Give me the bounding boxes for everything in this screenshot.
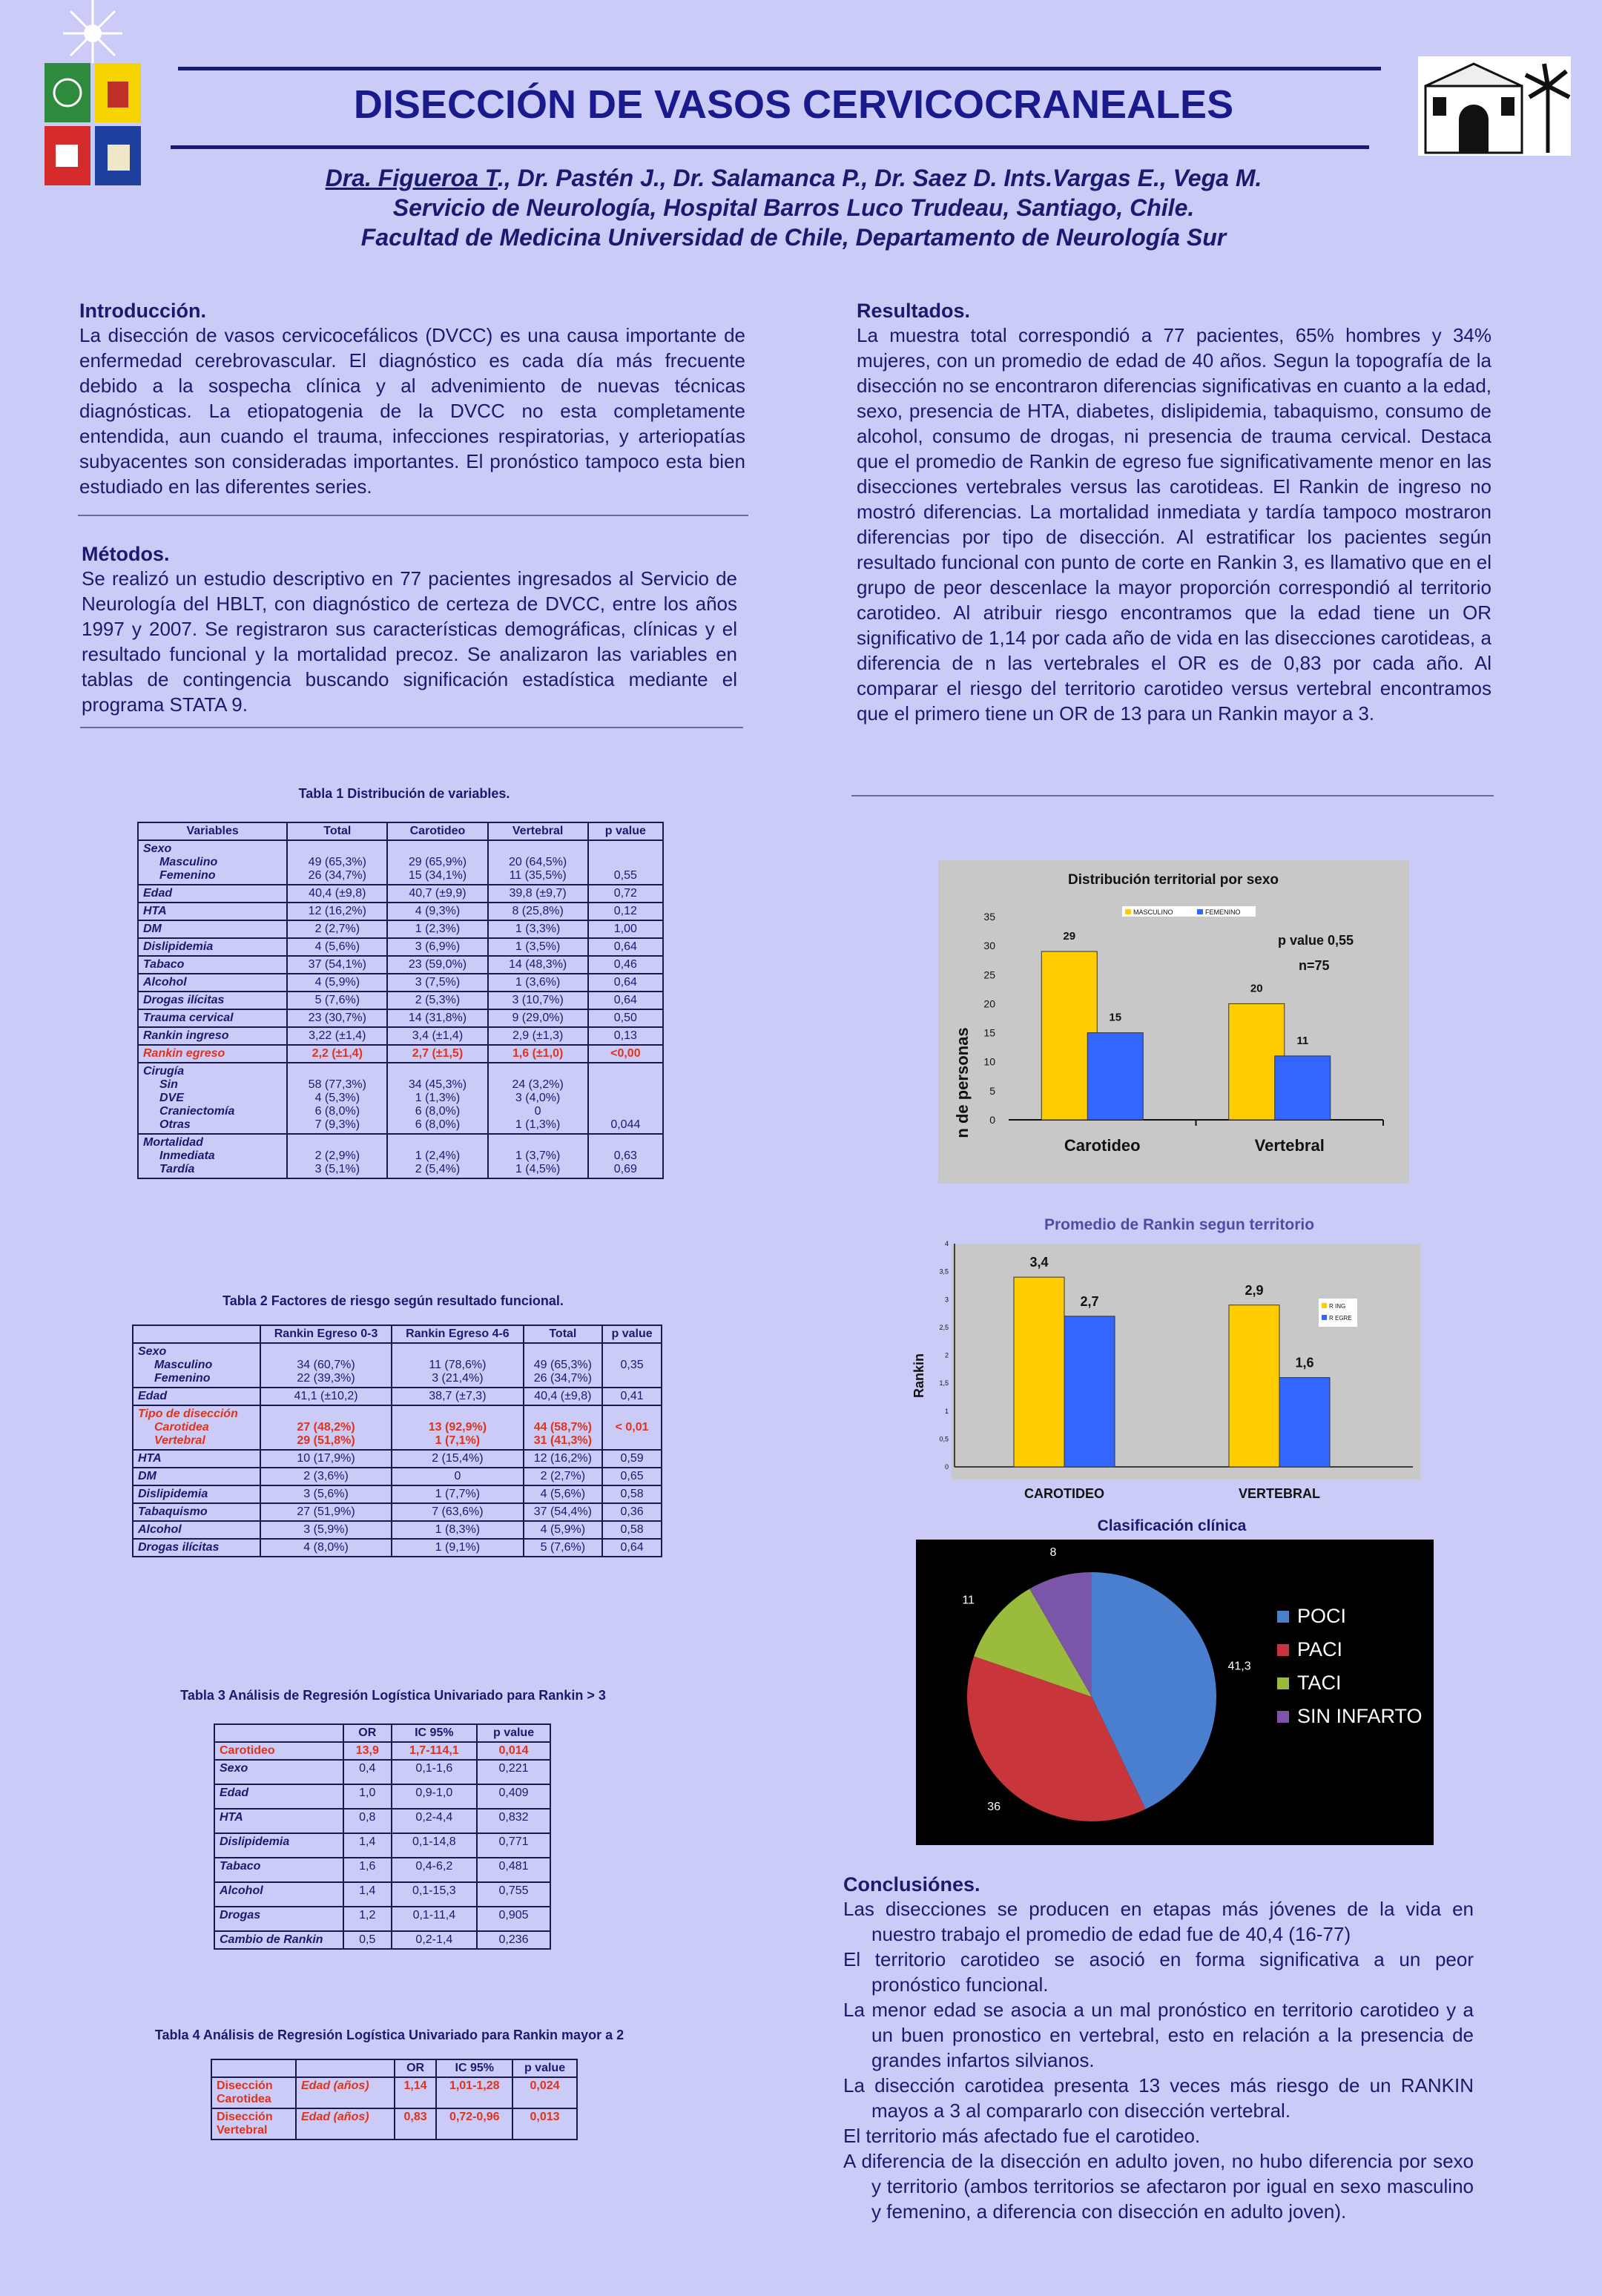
legend-femenino: FEMENINO [1205,908,1241,916]
bar-value-label: 3,4 [1029,1255,1049,1270]
divider [851,795,1494,796]
y-tick-label: 5 [989,1084,995,1097]
y-tick-label: 1 [944,1407,949,1415]
conclusion-item: El territorio carotideo se asoció en forma significativa a un peor pronóstico funcional. [843,1948,1474,1996]
legend-label: TACI [1297,1672,1342,1694]
legend-masculino: MASCULINO [1133,908,1173,916]
title-rule-bottom [171,145,1369,149]
y-tick-label: 2 [944,1351,949,1359]
table-row: Rankin ingreso 3,22 (±1,4) 3,4 (±1,4) 2,9 (±1,3) 0,13 [138,1027,663,1045]
table-row: HTA 0,8 0,2-4,4 0,832 [214,1809,550,1833]
results-heading: Resultados. [857,300,971,322]
legend-swatch-femenino [1197,909,1203,914]
conclusion-item: A diferencia de la disección en adulto joven, no hubo diferencia por sexo y territorio (ambos territorios se afectaron por igual en sexo masculino y femenino, a diferencia con disección en adulto joven). [843,2150,1474,2223]
chart1-title: Distribución territorial por sexo [1068,872,1279,888]
table-row: Sexo 0,4 0,1-1,6 0,221 [214,1760,550,1784]
title-rule-top [178,67,1381,70]
bar-femenino [1087,1033,1143,1120]
results-text: La muestra total correspondió a 77 pacientes, 65% hombres y 34% mujeres, con un promedio de edad de 40 años. Segun la topografía de la disección no se encontraron diferencias significativas en cuanto a la edad, sexo, presencia de HTA, diabetes, dislipidemia, tabaquismo, consumo de alcohol, consumo de drogas, ni presencia de trauma cervical. Destaca que el promedio de Rankin de egreso fue significativamente menor en las disecciones vertebrales versus las carotideas. El Rankin de ingreso no mostró diferencias. La mortalidad inmediata y tardía tampoco mostraron diferencias por tipo de disección. Al estratificar los pacientes según resultado funcional con punto de corte en Rankin 3, es llamativo que en el grupo de peor descenlace la mayor proporción correspondió al territorio carotideo. Al atribuir riesgo encontramos que la edad tiene un OR significativo de 1,14 por cada año de vida en las disecciones carotideas, a diferencia de n las vertebrales el OR es de 0,83 por cada año. Al comparar el riesgo del territorio carotideo versus vertebral encontramos que el primero tiene un OR de 13 para un Rankin mayor a 3. [857,324,1491,725]
divider [80,727,743,728]
divider [78,515,748,516]
conclusions-heading: Conclusiónes. [843,1873,980,1896]
first-author: Dra. Figueroa T [325,165,498,191]
bar-r-egre [1064,1316,1115,1467]
table-row-highlight: Rankin egreso 2,2 (±1,4) 2,7 (±1,5) 1,6 (±1,0) <0,00 [138,1045,663,1063]
conclusion-item: El territorio más afectado fue el carotideo. [843,2125,1201,2147]
y-tick-label: 2,5 [939,1323,949,1331]
legend-label: SIN INFARTO [1297,1705,1423,1727]
poster-title: DISECCIÓN DE VASOS CERVICOCRANEALES [353,82,1234,127]
chart1-ylabel: n de personas [953,1027,972,1138]
table-row [138,840,663,885]
table-row: DM 2 (2,7%) 1 (2,3%) 1 (3,3%) 1,00 [138,920,663,938]
table4-caption: Tabla 4 Análisis de Regresión Logística Univariado para Rankin mayor a 2 [154,2028,624,2042]
y-tick-label: 20 [983,997,995,1010]
table1-caption: Tabla 1 Distribución de variables. [298,786,510,801]
legend-swatch [1277,1611,1289,1623]
bar-value-label: 11 [1296,1034,1309,1047]
legend-r-egre: R EGRE [1329,1315,1352,1322]
y-tick-label: 30 [983,940,995,952]
table-row: Sexo Masculino Femenino 34 (60,7%) 22 (39,3%) 11 (78,6%) 3 (21,4%) 49 (65,3%) 26 (34,7%) 0,35 [133,1343,662,1388]
table-row: Trauma cervical 23 (30,7%) 14 (31,8%) 9 (29,0%) 0,50 [138,1009,663,1027]
legend-swatch [1277,1678,1289,1689]
x-tick-label: VERTEBRAL [1238,1486,1321,1501]
results-section [857,300,1491,726]
conclusions-list [843,1896,1474,2224]
chart3-svg [916,1540,1434,1845]
y-tick-label: 0,5 [939,1435,949,1443]
table-row: Mortalidad Inmediata Tardía 2 (2,9%) 3 (5,1%) 1 (2,4%) 2 (5,4%) 1 (3,7%) 1 (4,5%) 0,63 0,69 [138,1134,663,1178]
chart2-legend [1319,1299,1357,1327]
y-tick-label: 1,5 [939,1379,949,1388]
column-header: Carotideo [387,822,487,840]
table2-caption: Tabla 2 Factores de riesgo según resultado funcional. [222,1293,564,1308]
affiliation-1: Servicio de Neurología, Hospital Barros Luco Trudeau, Santiago, Chile. [392,194,1195,221]
y-tick-label: 15 [983,1026,995,1039]
methods-section [82,543,737,717]
column-header: Total [287,822,387,840]
conclusion-item: Las disecciones se producen en etapas más jóvenes de la vida en nuestro trabajo el promedio de edad fue de 40,4 (16-77) [843,1898,1474,1945]
table1 [137,822,664,1179]
chart1-svg [938,860,1409,1184]
chart1-legend [1122,906,1256,917]
y-tick-label: 3 [944,1296,949,1304]
chart-distribucion [938,860,1409,1184]
table3: OR IC 95% p value Carotideo 13,9 1,7-114,1 0,014 Sexo 0,4 0,1-1,6 0,221 Edad 1,0 0,9-1,0 0,409 HTA 0,8 0,2-4,4 0,832 Dislipidemia 1,4 0,1-14,8 0,771 Tabaco 1,6 0,4-6,2 0,481 Alcohol 1,4 0,1-15,3 0,755 Drogas 1,2 0,1-11,4 0,905 Cambio de Rankin 0,5 0,2-1,4 0,236 [214,1723,551,1950]
table-row: Tabaquismo 27 (51,9%) 7 (63,6%) 37 (54,4%) 0,36 [133,1503,662,1521]
table4: OR IC 95% p value Disección Carotidea Edad (años) 1,14 1,01-1,28 0,024 Disección Vertebral Edad (años) 0,83 0,72-0,96 0,013 [211,2059,578,2140]
y-tick-label: 0 [989,1114,995,1126]
y-tick-label: 35 [983,911,995,923]
legend-swatch-masculino [1125,909,1131,914]
hospital-logo [1418,56,1571,156]
table-row-highlight: Disección Carotidea Edad (años) 1,14 1,01-1,28 0,024 [211,2077,577,2108]
table-row-highlight: Disección Vertebral Edad (años) 0,83 0,72-0,96 0,013 [211,2108,577,2140]
bar-r-ing [1014,1277,1064,1467]
pie-value-label: 36 [987,1801,1001,1814]
intro-heading: Introducción. [79,300,206,322]
bar-r-ing [1229,1305,1279,1467]
table-row: DM 2 (3,6%) 0 2 (2,7%) 0,65 [133,1468,662,1485]
chart3-title: Clasificación clínica [1097,1517,1247,1534]
x-tick-label: Carotideo [1064,1136,1141,1155]
table-row: Dislipidemia 4 (5,6%) 3 (6,9%) 1 (3,5%) 0,64 [138,938,663,956]
chart2-title: Promedio de Rankin segun territorio [1044,1216,1315,1233]
column-header: Vertebral [488,822,588,840]
table-row: Dislipidemia 3 (5,6%) 1 (7,7%) 4 (5,6%) 0,58 [133,1485,662,1503]
bar-value-label: 20 [1250,982,1263,995]
table-row: Cambio de Rankin 0,5 0,2-1,4 0,236 [214,1931,550,1949]
bar-femenino [1275,1056,1331,1120]
table-row: Drogas 1,2 0,1-11,4 0,905 [214,1907,550,1931]
conclusion-item: La disección carotidea presenta 13 veces más riesgo de un RANKIN mayos a 3 al compararlo con disección vertebral. [843,2074,1474,2122]
table-row: HTA 10 (17,9%) 2 (15,4%) 12 (16,2%) 0,59 [133,1450,662,1468]
table-row-highlight: Carotideo 13,9 1,7-114,1 0,014 [214,1742,550,1760]
pie-value-label: 11 [962,1594,975,1607]
conclusion-item: La menor edad se asocia a un mal pronóstico en territorio carotideo y a un buen pronostico en vertebral, esto en relación a la presencia de grandes infartos silvianos. [843,1999,1474,2071]
affiliation-2: Facultad de Medicina Universidad de Chile, Departamento de Neurología Sur [360,224,1227,251]
pie-value-label: 41,3 [1227,1660,1251,1673]
table-row: Drogas ilícitas 5 (7,6%) 2 (5,3%) 3 (10,7%) 0,64 [138,992,663,1009]
bar-value-label: 1,6 [1295,1355,1314,1370]
authors [178,165,1409,192]
legend-label: PACI [1297,1638,1343,1660]
pie-value-label: 8 [1049,1546,1057,1560]
conclusions-section [843,1873,1474,2224]
co-authors: ., Dr. Pastén J., Dr. Salamanca P., Dr. Saez D. Ints.Vargas E., Vega M. [497,165,1262,191]
x-tick-label: CAROTIDEO [1024,1486,1104,1501]
table-row: Edad 1,0 0,9-1,0 0,409 [214,1784,550,1809]
table-row: Edad 41,1 (±10,2) 38,7 (±7,3) 40,4 (±9,8) 0,41 [133,1388,662,1405]
intro-text: La disección de vasos cervicocefálicos (DVCC) es una causa importante de enfermedad cerebrovascular. El diagnóstico es cada día más frecuente debido a la sospecha clínica y al advenimiento de nuevas técnicas diagnósticas. La etiopatogenia de la DVCC no esta completamente entendida, aun cuando el trauma, infecciones respiratorias, y arteriopatías subyacentes son consideradas importantes. El pronóstico tampoco esta bien estudiado en las diferentes series. [79,324,745,498]
cell: 0,55 [588,840,663,885]
bar-value-label: 2,9 [1245,1282,1264,1298]
table-row: Cirugía Sin DVE Craniectomía Otras 58 (77,3%) 4 (5,3%) 6 (8,0%) 7 (9,3%) 34 (45,3%) 1 (1,3%) 6 (8,0%) 6 (8,0%) 24 (3,2%) 3 (4,0%) 0 1 (1,3%) 0,044 [138,1063,663,1134]
chart1-n: n=75 [1299,958,1330,973]
bar-r-egre [1279,1378,1330,1467]
y-tick-label: 4 [944,1240,949,1247]
methods-heading: Métodos. [82,543,170,565]
bar-value-label: 15 [1109,1011,1122,1024]
x-tick-label: Vertebral [1254,1136,1325,1155]
chart-rankin [909,1235,1428,1502]
chart2-ylabel: Rankin [912,1353,926,1399]
table3-caption: Tabla 3 Análisis de Regresión Logística Univariado para Rankin > 3 [180,1688,606,1703]
methods-text: Se realizó un estudio descriptivo en 77 pacientes ingresados al Servicio de Neurología del HBLT, con diagnóstico de certeza de DVCC, entre los años 1997 y 2007. Se registraron sus características demográficas, clínicas y el resultado funcional y la mortalidad precoz. Se analizaron las variables en tablas de contingencia buscando significación estadística mediante el programa STATA 9. [82,567,737,716]
table-row: Alcohol 1,4 0,1-15,3 0,755 [214,1882,550,1907]
chart-clasificacion [916,1540,1434,1845]
legend-swatch [1277,1711,1289,1723]
chart1-pvalue: p value 0,55 [1278,933,1354,948]
table-header-row [138,822,663,840]
table2: Rankin Egreso 0-3 Rankin Egreso 4-6 Total p value Sexo Masculino Femenino 34 (60,7%) 22 (39,3%) 11 (78,6%) 3 (21,4%) 49 (65,3%) 26 (34,7%) 0,35 Edad 41,1 (±10,2) 38,7 (±7,3) 40,4 (±9,8) 0,41 Tipo de disección Carotidea Vertebral 27 (48,2%) 29 (51,8%) 13 (92,9%) 1 (7,1%) 44 (58,7%) 31 (41,3%) < 0,01 HTA 10 (17,9%) 2 (15,4%) 12 (16,2%) 0,59 DM 2 (3,6%) 0 2 (2,7%) 0,65 Dislipidemia 3 (5,6%) 1 (7,7%) 4 (5,6%) 0,58 Tabaquismo 27 (51,9%) 7 (63,6%) 37 (54,4%) 0,36 Alcohol 3 (5,9%) 1 (8,3%) 4 (5,9%) 0,58 Drogas ilícitas 4 (8,0%) 1 (9,1%) 5 (7,6%) 0,64 [132,1325,662,1557]
chart2-svg [909,1235,1428,1502]
table-row: HTA 12 (16,2%) 4 (9,3%) 8 (25,8%) 0,12 [138,903,663,920]
column-header: p value [588,822,663,840]
table-row: Tabaco 37 (54,1%) 23 (59,0%) 14 (48,3%) 0,46 [138,956,663,974]
intro-section [79,300,745,499]
column-header: Variables [138,822,287,840]
y-tick-label: 25 [983,969,995,981]
table-row: Alcohol 3 (5,9%) 1 (8,3%) 4 (5,9%) 0,58 [133,1521,662,1539]
table-row: Tabaco 1,6 0,4-6,2 0,481 [214,1858,550,1882]
table-row: Drogas ilícitas 4 (8,0%) 1 (9,1%) 5 (7,6%) 0,64 [133,1539,662,1557]
y-tick-label: 10 [983,1055,995,1068]
cell: 29 (65,9%) 15 (34,1%) [387,840,487,885]
cell: 20 (64,5%) 11 (35,5%) [488,840,588,885]
y-tick-label: 3,5 [939,1267,949,1276]
legend-label: POCI [1297,1605,1347,1627]
y-tick-label: 0 [944,1463,949,1471]
table-row-highlight: Tipo de disección Carotidea Vertebral 27 (48,2%) 29 (51,8%) 13 (92,9%) 1 (7,1%) 44 (58,7%) 31 (41,3%) < 0,01 [133,1405,662,1450]
bar-value-label: 29 [1063,929,1076,943]
table-row: Edad 40,4 (±9,8) 40,7 (±9,9) 39,8 (±9,7) 0,72 [138,885,663,903]
row-label: Sexo Masculino Femenino [138,840,287,885]
legend-r-ing: R ING [1329,1303,1346,1310]
legend-swatch [1277,1644,1289,1656]
table-row: Dislipidemia 1,4 0,1-14,8 0,771 [214,1833,550,1858]
bar-value-label: 2,7 [1080,1293,1099,1309]
university-logo [37,0,148,193]
cell: 49 (65,3%) 26 (34,7%) [287,840,387,885]
table-row: Alcohol 4 (5,9%) 3 (7,5%) 1 (3,6%) 0,64 [138,974,663,992]
